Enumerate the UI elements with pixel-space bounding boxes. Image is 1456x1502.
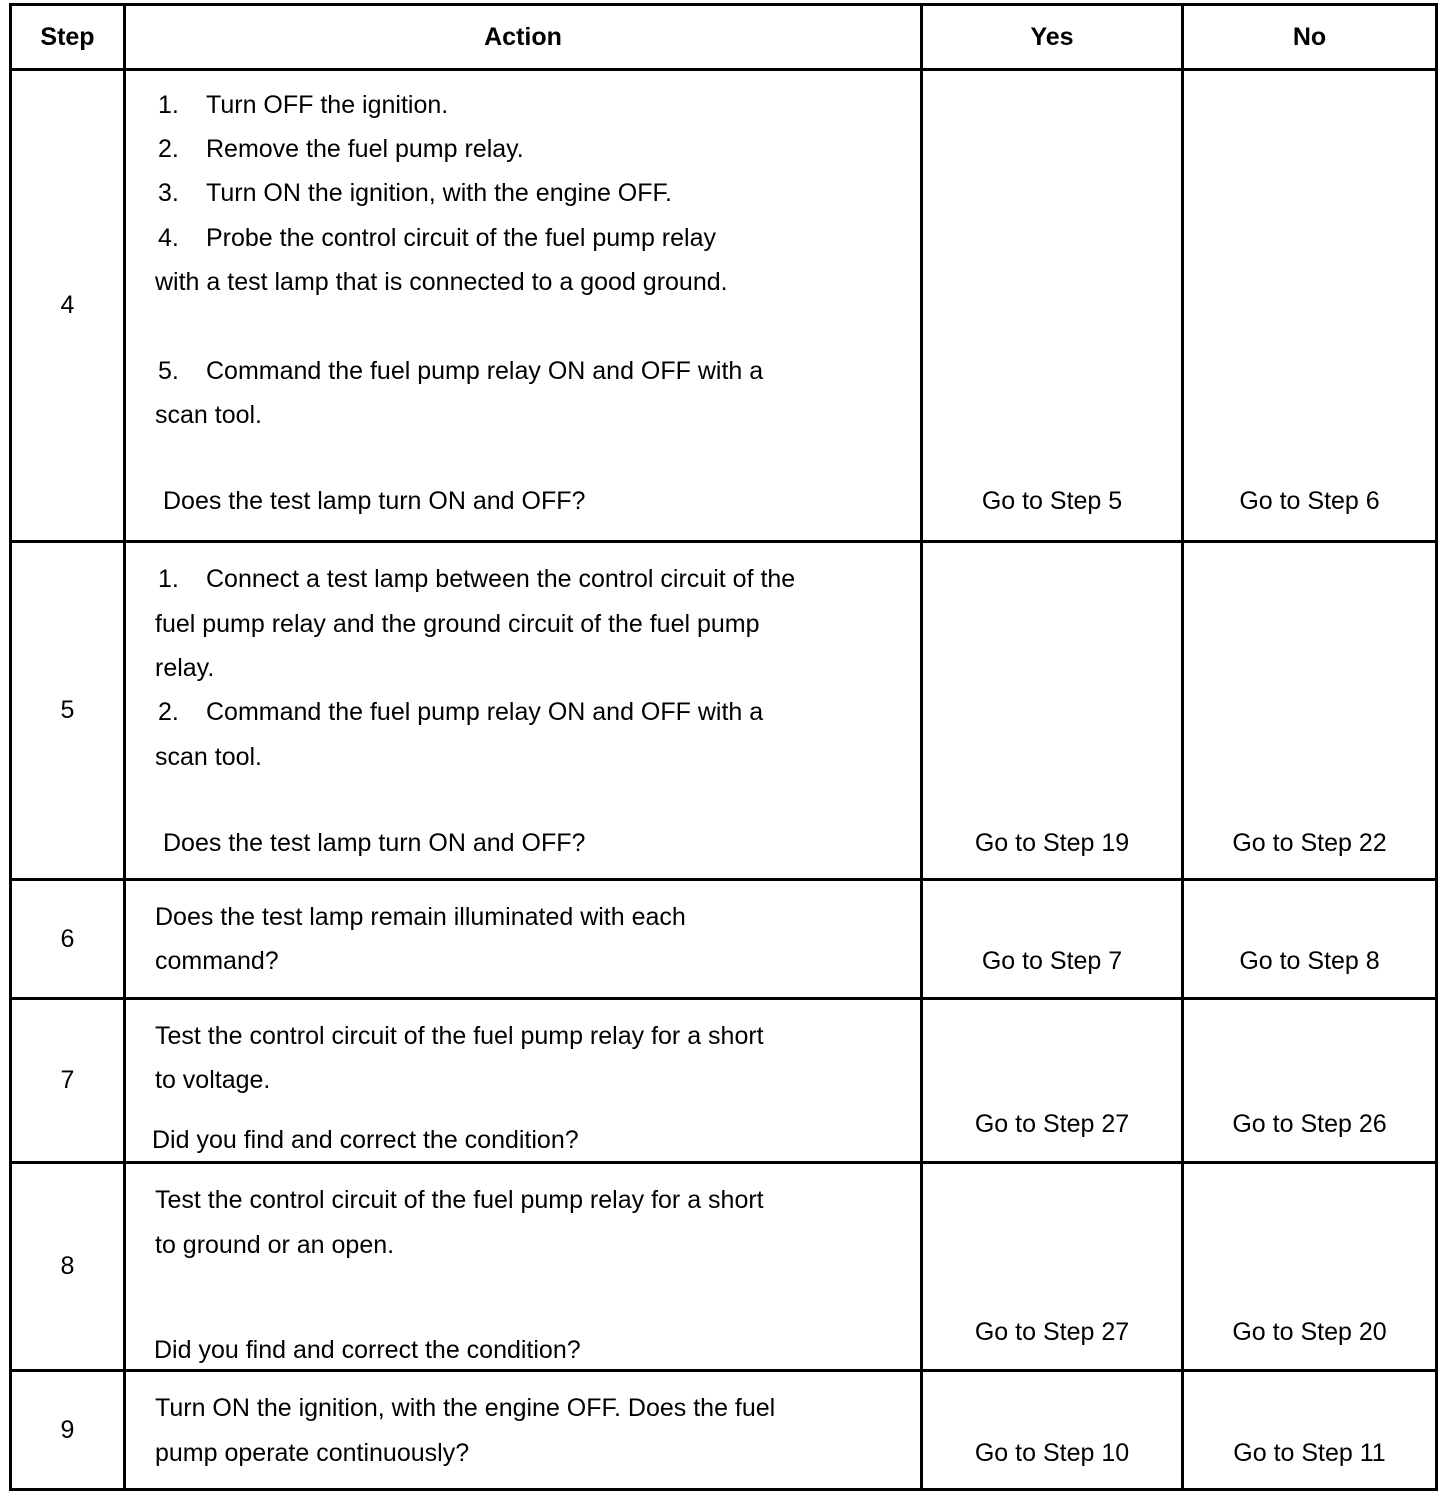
table-row [11,542,1437,880]
no-result: Go to Step 20 [1232,1318,1387,1346]
no-cell [1183,70,1437,542]
no-cell [1183,1371,1437,1490]
step-number: 7 [11,999,125,1163]
action-text: to voltage. [155,1066,271,1094]
action-text: Does the test lamp remain illuminated with each [155,903,686,931]
action-cell [125,70,922,542]
action-question: Does the test lamp turn ON and OFF? [163,487,586,515]
table-row [11,1163,1437,1371]
action-item: 1. Connect a test lamp between the control circuit of the [158,565,796,593]
no-result: Go to Step 8 [1239,947,1380,975]
yes-result: Go to Step 7 [981,947,1123,975]
yes-result: Go to Step 27 [974,1110,1130,1138]
step-number: 5 [11,542,125,880]
yes-result: Go to Step 10 [974,1439,1130,1467]
action-cell [125,999,922,1163]
yes-result: Go to Step 27 [974,1318,1130,1346]
yes-cell [922,542,1183,880]
action-cell [125,880,922,999]
action-text: pump operate continuously? [155,1439,470,1467]
yes-cell [922,999,1183,1163]
header-step: Step [11,5,125,70]
yes-cell [922,1163,1183,1371]
step-number: 4 [11,70,125,542]
no-result: Go to Step 11 [1233,1439,1386,1467]
action-item-continued: scan tool. [155,743,263,771]
action-question: Did you find and correct the condition? [152,1126,579,1154]
action-text: command? [155,947,279,975]
action-cell [125,1163,922,1371]
yes-result: Go to Step 19 [974,829,1130,857]
yes-result: Go to Step 5 [981,487,1123,515]
table-row [11,1371,1437,1490]
action-item: 1. Turn OFF the ignition. [158,91,449,119]
table-row [11,70,1437,542]
header-action: Action [125,5,922,70]
action-text: Turn ON the ignition, with the engine OFF. Does the fuel [155,1394,776,1422]
table-row [11,880,1437,999]
no-cell [1183,999,1437,1163]
yes-cell [922,70,1183,542]
step-number: 9 [11,1371,125,1490]
action-item: 3. Turn ON the ignition, with the engine OFF. [158,179,672,207]
action-item-continued: fuel pump relay and the ground circuit of the fuel pump [155,610,760,638]
action-cell [125,542,922,880]
diagnostic-table [9,3,1438,1491]
no-result: Go to Step 6 [1239,487,1380,515]
action-question: Did you find and correct the condition? [154,1336,581,1364]
header-no: No [1183,5,1437,70]
action-item: 2. Remove the fuel pump relay. [158,135,524,163]
no-cell [1183,1163,1437,1371]
no-result: Go to Step 26 [1232,1110,1387,1138]
table-row [11,999,1437,1163]
header-row [11,5,1437,70]
action-cell [125,1371,922,1490]
action-item: 5. Command the fuel pump relay ON and OFF with a [158,357,764,385]
action-item: 2. Command the fuel pump relay ON and OFF with a [158,698,764,726]
no-cell [1183,880,1437,999]
action-item-continued: with a test lamp that is connected to a good ground. [155,268,728,296]
yes-cell [922,1371,1183,1490]
yes-cell [922,880,1183,999]
action-item-continued: relay. [155,654,215,682]
action-item-continued: scan tool. [155,401,263,429]
header-yes: Yes [922,5,1183,70]
no-cell [1183,542,1437,880]
action-text: to ground or an open. [155,1231,395,1259]
no-result: Go to Step 22 [1232,829,1387,857]
action-text: Test the control circuit of the fuel pump relay for a short [155,1186,764,1214]
action-text: Test the control circuit of the fuel pump relay for a short [155,1022,764,1050]
step-number: 8 [11,1163,125,1371]
step-number: 6 [11,880,125,999]
action-item: 4. Probe the control circuit of the fuel pump relay [158,224,716,252]
action-question: Does the test lamp turn ON and OFF? [163,829,586,857]
